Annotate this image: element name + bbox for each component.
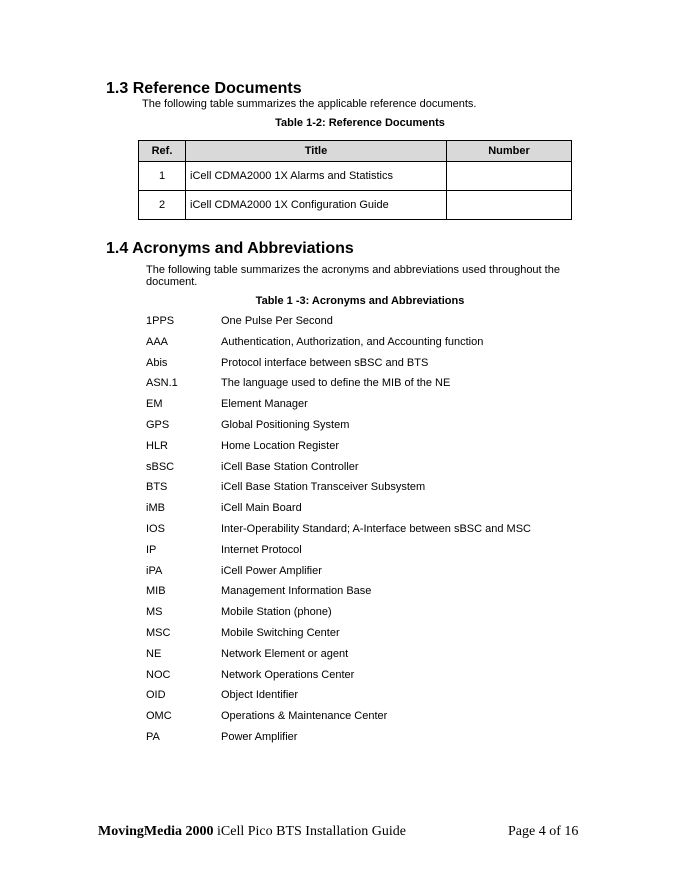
footer-title: iCell Pico BTS Installation Guide: [213, 824, 406, 839]
acronym-term: MS: [146, 606, 163, 619]
acronym-definition: One Pulse Per Second: [221, 315, 333, 327]
acronym-term: IP: [146, 543, 157, 556]
reference-documents-intro: The following table summarizes the applicable reference documents.: [142, 98, 477, 110]
section-heading-acronyms: 1.4 Acronyms and Abbreviations: [106, 240, 354, 257]
acronym-term: OID: [146, 689, 166, 702]
list-item: [146, 357, 606, 378]
list-item: [146, 731, 606, 752]
acronym-definition: Operations & Maintenance Center: [221, 710, 388, 723]
acronyms-caption: Table 1 -3: Acronyms and Abbreviations: [255, 295, 465, 307]
acronym-term: BTS: [146, 481, 168, 494]
acronym-definition: iCell Power Amplifier: [221, 564, 322, 577]
acronym-term: MSC: [146, 626, 171, 639]
list-item: [146, 606, 606, 627]
footer-document-title: [98, 824, 406, 840]
acronym-term: GPS: [146, 418, 170, 431]
footer-page-number: Page 4 of 16: [508, 824, 579, 839]
reference-documents-table: [138, 140, 572, 220]
acronym-definition: Global Positioning System: [221, 418, 350, 431]
section-heading-reference-documents: 1.3 Reference Documents: [106, 80, 302, 97]
acronym-definition: Mobile Station (phone): [221, 606, 332, 619]
acronym-term: OMC: [146, 710, 172, 723]
table-row: [139, 162, 572, 191]
acronym-definition: Object Identifier: [221, 689, 299, 702]
list-item: [146, 523, 606, 544]
acronym-definition: Element Manager: [221, 398, 308, 411]
acronym-term: sBSC: [146, 460, 175, 473]
list-item: [146, 461, 606, 482]
title-cell: iCell CDMA2000 1X Configuration Guide: [186, 191, 447, 220]
number-cell: [447, 162, 572, 191]
title-cell: iCell CDMA2000 1X Alarms and Statistics: [186, 162, 447, 191]
list-item: [146, 585, 606, 606]
column-header-number: Number: [447, 141, 572, 162]
list-item: [146, 565, 606, 586]
acronym-term: NE: [146, 647, 162, 660]
acronym-definition: Authentication, Authorization, and Accounting function: [221, 335, 484, 348]
ref-cell: 2: [139, 191, 186, 220]
acronym-definition: iCell Main Board: [221, 502, 302, 515]
acronym-definition: Network Element or agent: [221, 647, 349, 660]
acronym-term: AAA: [146, 335, 169, 348]
list-item: [146, 440, 606, 461]
list-item: [146, 481, 606, 502]
acronym-definition: Network Operations Center: [221, 668, 355, 681]
reference-documents-caption: Table 1-2: Reference Documents: [275, 117, 445, 129]
acronym-definition: Inter-Operability Standard; A-Interface between sBSC and MSC: [221, 522, 531, 535]
acronym-term: Abis: [146, 356, 168, 369]
acronym-term: 1PPS: [146, 315, 175, 327]
footer-brand: MovingMedia 2000: [98, 824, 214, 839]
list-item: [146, 689, 606, 710]
ref-cell: 1: [139, 162, 186, 191]
column-header-title: Title: [186, 141, 447, 162]
acronym-definition: Management Information Base: [221, 585, 372, 598]
acronym-term: NOC: [146, 668, 171, 681]
acronym-definition: The language used to define the MIB of the NE: [221, 377, 451, 390]
list-item: [146, 377, 606, 398]
acronym-term: ASN.1: [146, 377, 178, 390]
list-item: [146, 669, 606, 690]
acronym-definition: Internet Protocol: [221, 543, 302, 556]
list-item: [146, 336, 606, 357]
acronym-term: EM: [146, 398, 163, 411]
list-item: [146, 648, 606, 669]
acronyms-intro: The following table summarizes the acronyms and abbreviations used throughout the document.: [146, 264, 560, 288]
table-row: [139, 191, 572, 220]
list-item: [146, 710, 606, 731]
acronym-definition: Power Amplifier: [221, 730, 298, 743]
acronym-term: PA: [146, 730, 160, 743]
acronym-definition: Home Location Register: [221, 439, 340, 452]
list-item: [146, 398, 606, 419]
acronym-definition: Protocol interface between sBSC and BTS: [221, 356, 429, 369]
acronym-definition: Mobile Switching Center: [221, 626, 340, 639]
number-cell: [447, 191, 572, 220]
list-item: [146, 627, 606, 648]
acronym-term: IOS: [146, 522, 165, 535]
acronym-term: iPA: [146, 564, 163, 577]
acronym-definition: iCell Base Station Controller: [221, 460, 359, 473]
acronym-definition: iCell Base Station Transceiver Subsystem: [221, 481, 426, 494]
acronyms-list: [146, 315, 606, 752]
acronym-term: iMB: [146, 502, 165, 515]
acronym-term: MIB: [146, 585, 166, 598]
column-header-ref: Ref.: [139, 141, 186, 162]
list-item: [146, 502, 606, 523]
list-item: [146, 419, 606, 440]
list-item: [146, 315, 606, 336]
list-item: [146, 544, 606, 565]
table-header-row: [139, 141, 572, 162]
acronym-term: HLR: [146, 439, 169, 452]
